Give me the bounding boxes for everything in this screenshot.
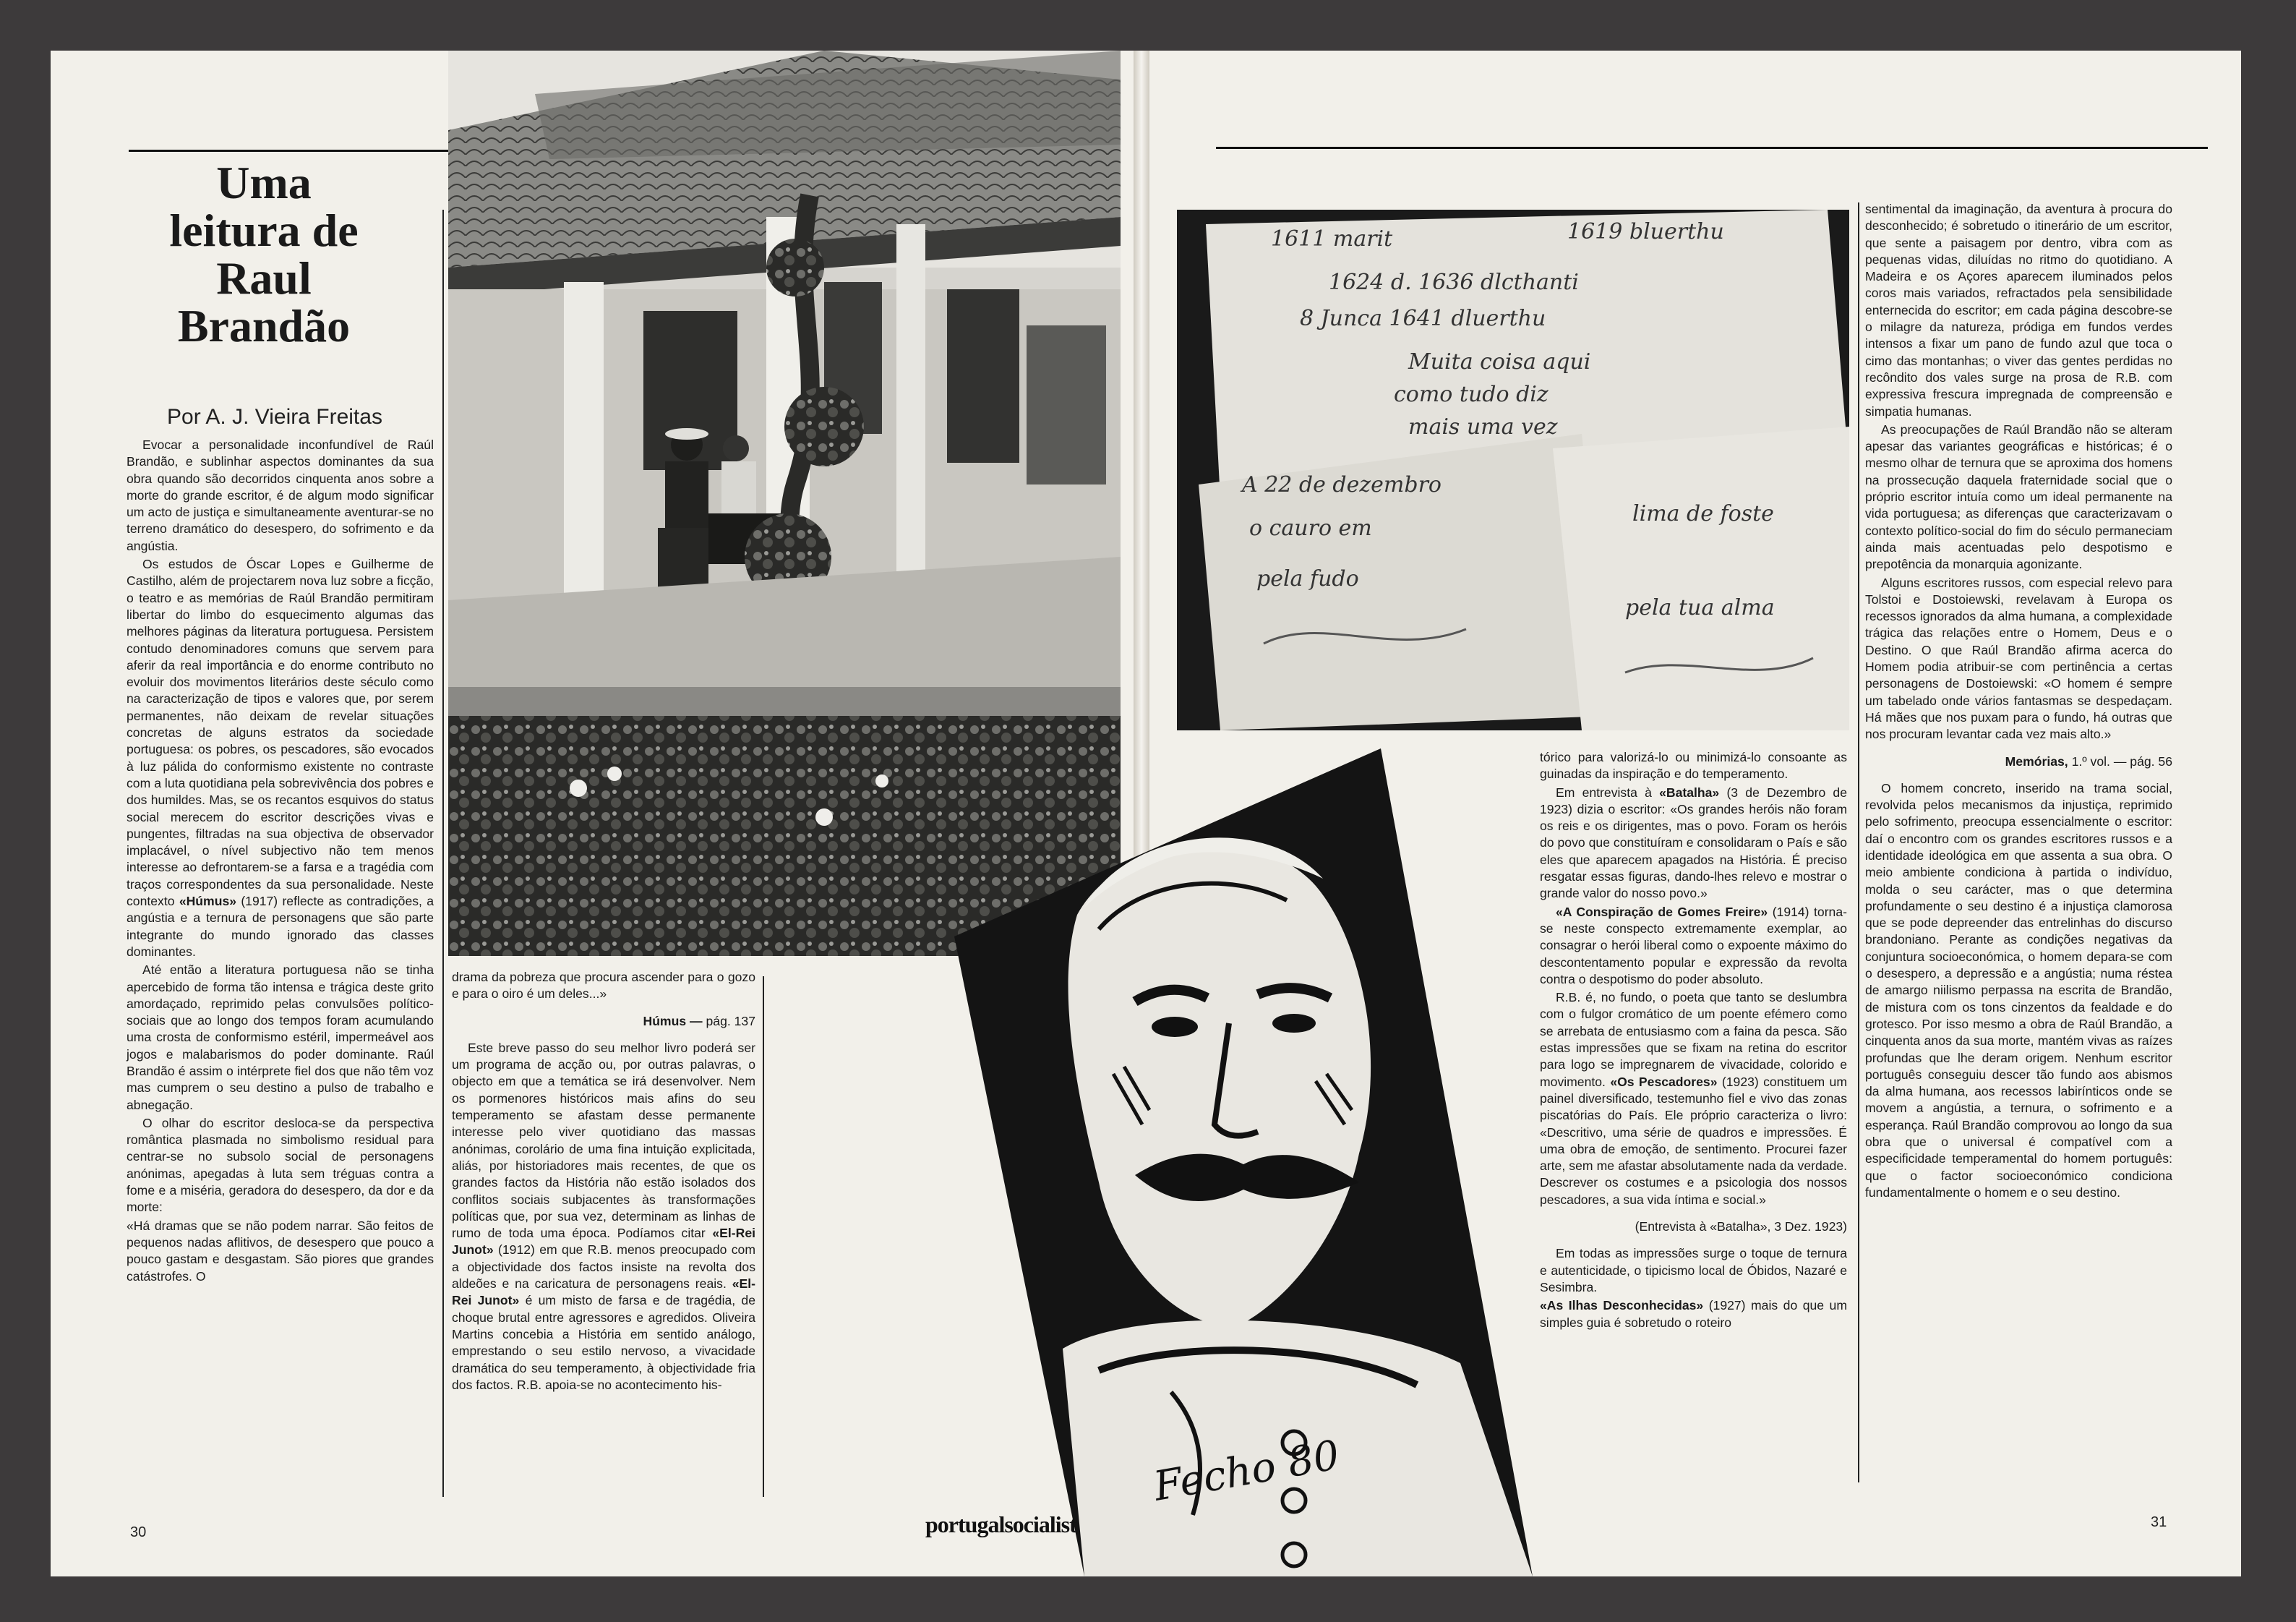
column-3 [1540, 749, 1847, 1331]
manuscript-line-12: pela tua alma [1625, 595, 1775, 620]
col3-para-2 [1540, 785, 1847, 902]
column-2 [452, 969, 755, 1393]
el-rei-junot-2: «El-Rei Junot» [452, 1276, 756, 1308]
col3-para-6 [1540, 1297, 1847, 1331]
col3-b-pre: Em entrevista à [1556, 785, 1652, 800]
title-line-4: Brandão [177, 300, 351, 351]
top-rule-right [1216, 147, 2208, 149]
manuscript-line-5: Muita coisa aqui [1408, 349, 1591, 375]
magazine-brand: portugalsocialist [925, 1511, 1076, 1537]
col2-source [452, 1013, 755, 1030]
col3-para-1: tórico para valorizá-lo ou minimizá-lo consoante as guinadas da inspiração e do temperamento. [1540, 750, 1847, 782]
ilhas-title: «As Ilhas Desconhecidas» [1540, 1298, 1704, 1313]
col1-para-2 [127, 556, 434, 960]
portrait-illustration [954, 748, 1533, 1576]
col4-source [1865, 754, 2172, 770]
page-number-right: 31 [2151, 1514, 2167, 1530]
col2-source-page: pág. 137 [706, 1013, 755, 1028]
col1-para-1: Evocar a personalidade inconfundível de Raúl Brandão, e sublinhar aspectos dominantes da sua obra quando são decorridos cinquenta anos sobre a morte do grande escritor, é de algum modo significar um acto de justiça e simultaneamente aventurar-se no terreno dramático do desespero, do sofrimento e da angústia. [127, 437, 434, 553]
col2-text-b: (1912) em que R.B. menos preocupado com a objectividade dos factos insiste na revolta dos aldeões e na caricatura de personagens reais. [452, 1242, 755, 1292]
column-divider-1 [442, 210, 444, 1497]
col4-para-3: Alguns escritores russos, com especial relevo para Tolstoi e Dostoiewski, revelavam à Europa os recessos ignorados da alma humana, a complexidade trágica das relações entre o Homem, Deus e o Destino. O que Raúl Brandão afirma acerca do Homem podia atribuir-se com pertinência a certas personagens de Dostoiewski: «O homem é sempre um tabelado onde vários fantasmas se despedaçam. Há mães que nos puxam para o fundo, há outras que nos procuram levantar cada vez mais alto.» [1865, 575, 2172, 742]
col1-para-4: O olhar do escritor desloca-se da perspectiva romântica plasmada no simbolismo residual para centrar-se no subsolo social de personagens anónimas, apegadas à luta sem tréguas contra a fome e a miséria, geradora do desespero, da dor e da morte: [127, 1115, 434, 1215]
manuscript-line-4: 8 Junca 1641 dluerthu [1300, 306, 1546, 331]
manuscript-photo [1177, 210, 1849, 730]
col1-quote: «Há dramas que se não podem narrar. São feitos de pequenos nadas aflitivos, de desespero que pouco a pouco gastam e desgastam. São piores que grandes catástrofes. O [127, 1218, 434, 1284]
col4-para-2: As preocupações de Raúl Brandão não se alteram apesar das variantes geográficas e históricas; é o mesmo olhar de ternura que se aproxima dos homens na prossecução daquela fraternidade social que o próprio escritor intuía como um ideal permanente na vida portuguesa; as diferenças que caracterizavam o contexto político-social do fim do século permaneciam ainda mais acentuadas pelo despotismo e prepotência da monarquia agonizante. [1865, 422, 2172, 572]
manuscript-line-6: como tudo diz [1394, 382, 1548, 407]
pescadores-title: «Os Pescadores» [1610, 1074, 1718, 1089]
article-title [108, 159, 419, 350]
manuscript-line-7: mais uma vez [1408, 414, 1558, 440]
artist-signature: Fecho 80 [1150, 1431, 1343, 1511]
column-4 [1865, 201, 2172, 1201]
col1-para-3: Até então a literatura portuguesa não se tinha apercebido de forma tão intensa e trágica deste grito amordaçado, reprimido pelas convulsões político-sociais que ao longo dos tempos foram acumulando uma crosta de conformismo estéril, impermeável aos jogos e malabarismos do poder dominante. Raúl Brandão é assim o intérprete fiel dos que não têm voz mas cumprem o seu destino a pulso de trabalho e abnegação. [127, 962, 434, 1112]
memorias-title: Memórias, [2005, 754, 2068, 769]
col2-quote-end: drama da pobreza que procura ascender para o gozo e para o oiro é um deles...» [452, 970, 755, 1002]
manuscript-line-8: A 22 de dezembro [1242, 472, 1442, 498]
col2-text-a: Este breve passo do seu melhor livro poderá ser um programa de acção ou, por outras palavras, o objecto em que a temática se irá desenvolver. Nem os pormenores históricos mais afins do seu temperamento se afastam desse permanente interesse pelo viver quotidiano das massas anónimas, corolário de uma fina intuição explicitada, aliás, por historiadores mais recentes, de que os grandes factos da História não estão isolados dos conflitos sociais subjacentes às transformações políticas que, por sua vez, determinam as linhas de rumo de toda uma época. Podíamos citar [452, 1040, 755, 1241]
col3-para-4 [1540, 989, 1847, 1208]
top-rule-left [129, 150, 454, 152]
col4-source-page: 1.º vol. — pág. 56 [2071, 754, 2172, 769]
col3-d-rest: (1923) constituem um painel diversificado, testemunho fiel e vivo das zonas piscatórias do País. Ele próprio caracteriza o livro: «Descritivo, uma série de quadros e impressões. É uma obra de emoção, de sentimento. Procurei fazer arte, sem me afastar absolutamente nada da verdade. Descrever os costumes e a psicologia dos nossos pescadores, a sua vida íntima e social.» [1540, 1074, 1848, 1207]
column-1 [127, 437, 434, 1285]
gomes-freire-title: «A Conspiração de Gomes Freire» [1556, 904, 1768, 919]
col1-para-2-text: Os estudos de Óscar Lopes e Guilherme de Castilho, além de projectarem nova luz sobre a ficção, o teatro e as memórias de Raúl Brandão permitiram libertar do limbo do esquecimento algumas das melhores páginas da literatura portuguesa. Persistem contudo denominadores comuns que servem para aferir da real importância e do enorme contributo no evoluir dos movimentos literários deste século como na caracterização de tipos e valores que, por serem permanentes, não deixam de revelar situações concretas de alguns estratos da sociedade portuguesa: os pobres, os pescadores, são evocados à luz pálida do conformismo existente no contraste com a luta quotidiana pela sobrevivência dos pobres e dos humildes. Mas, se os recantos esquivos do status social merecem do escritor descrições vivas e pungentes, filtradas na sua objectiva de observador implacável, o nível subjectivo não tem menos interesse ao defrontarem-se a farsa e a tragédia com traços correspondentes da sua personalidade. Neste contexto [127, 557, 434, 909]
col3-c-rest: (1914) torna-se neste conspecto extremamente exemplar, ao consagrar o herói liberal como o expoente máximo do descontentamento popular e expressão da revolta contra o despotismo do poder absoluto. [1540, 904, 1847, 986]
portrait-graphic [954, 748, 1533, 1576]
manuscript-graphic [1177, 210, 1849, 730]
manuscript-line-1: 1611 marit [1271, 226, 1393, 252]
manuscript-line-2: 1619 bluerthu [1567, 219, 1724, 244]
col3-para-3 [1540, 904, 1847, 988]
manuscript-line-10: lima de foste [1632, 501, 1774, 526]
manuscript-line-11: pela fudo [1256, 566, 1359, 592]
col2-para [452, 1040, 755, 1393]
col4-para-4: O homem concreto, inserido na trama social, revolvida pelos mecanismos da injustiça, reprimido pelo sofrimento, preocupa essencialmente o escritor: daí o encontro com os grandes escritores russos e a identidade ideológica em que assenta a sua obra. O meio ambiente condiciona à partida o indivíduo, molda o seu carácter, mas o que determina profundamente o seu destino é a injustiça clamorosa que se pode depreender das entrelinhas do discurso brandoniano. Perante as condições negativas da conjuntura socioeconómica, o homem depara-se com o desespero, a depressão e a angústia; numa réstea de amargo niilismo perpassa na escrita de Brandão, de mistura com os tons cinzentos da fealdade e do grotesco. Por isso mesmo a obra de Raúl Brandão, a cinquenta anos da sua morte, mantém vivas as raízes profundas que lhe deram origem. Nenhum escritor português conseguiu descer tão fundo aos abismos da alma humana, aos recessos labirínticos onde se movem a angústia, a ternura, o sofrimento e a esperança. Raúl Brandão comprovou ao longo da sua obra que o universal é compatível com a especificidade temperamental do homem português: que o factor socioeconómico condiciona fundamentalmente o homem e o seu destino. [1865, 780, 2172, 1200]
column-divider-2 [763, 976, 764, 1497]
col3-f-rest: (1927) mais do que um simples guia é sobretudo o roteiro [1540, 1298, 1847, 1330]
title-line-2: leitura de [169, 205, 359, 256]
col2-text-c: é um misto de farsa e de tragédia, de choque brutal entre agressores e agredidos. Oliveira Martins concebia a História em sentido análogo, emprestando o seu estilo nervoso, a vivacidade dramática do seu temperamento, à objectividade fria dos factos. R.B. apoia-se no acontecimento his- [452, 1293, 755, 1392]
title-line-1: Uma [216, 157, 312, 208]
col4-para-1: sentimental da imaginação, da aventura à procura do desconhecido; é sobretudo o itinerário de um escritor, que sente a paisagem por dentro, vibra com as pequenas vidas, diluídas no ritmo do quotidiano. A Madeira e os Açores aparecem iluminados pelos coros mais variados, refractados pela sensibilidade enternecida do escritor; em cada página descobre-se o milagre da natureza, pródiga em fundos verdes intensos a fixar um pano de fundo azul que toca o cimo das montanhas; o viver das gentes perdidas no recôndito dos vales surge na prosa de R.B. com expressiva frescura impregnada de compreensão e simpatia humanas. [1865, 202, 2172, 419]
title-line-3: Raul [216, 252, 312, 304]
humus-title: «Húmus» [179, 894, 237, 909]
el-rei-junot-1: «El-Rei Junot» [452, 1226, 755, 1258]
col3-para-5: Em todas as impressões surge o toque de ternura e autenticidade, o tipicismo local de Óbidos, Nazaré e Sesimbra. [1540, 1246, 1847, 1294]
batalha-title: «Batalha» [1659, 785, 1720, 800]
manuscript-line-3: 1624 d. 1636 dlcthanti [1329, 270, 1579, 295]
byline: Por A. J. Vieira Freitas [167, 405, 382, 429]
manuscript-line-9: o cauro em [1249, 516, 1372, 541]
page-number-left: 30 [130, 1524, 147, 1540]
col3-source: (Entrevista à «Batalha», 3 Dez. 1923) [1635, 1219, 1847, 1234]
col3-b-rest: (3 de Dezembro de 1923) dizia o escritor: «Os grandes heróis não foram os reis e os dirigentes, mas o povo. Foram os heróis do povo que constituíram e consolidaram o País e são eles que aparecem apagados na História. É preciso resgatar essas figuras, dando-lhes relevo e mostrar o grande valor do nosso povo.» [1540, 785, 1848, 901]
col3-d-pre: R.B. é, no fundo, o poeta que tanto se deslumbra com o fulgor cromático de um poente efémero como se arrebata de entusiasmo com a faina da pesca. São estas impressões que se fixam na retina do escritor para logo se impregnarem de vivacidade, colorido e movimento. [1540, 990, 1847, 1089]
col2-source-title: Húmus — [643, 1013, 703, 1028]
col1-para-2-rest: (1917) reflecte as contradições, a angústia e a ternura de personagens que são parte integrante do mundo ignorado das classes dominantes. [127, 894, 434, 959]
column-divider-3 [1858, 202, 1859, 1482]
